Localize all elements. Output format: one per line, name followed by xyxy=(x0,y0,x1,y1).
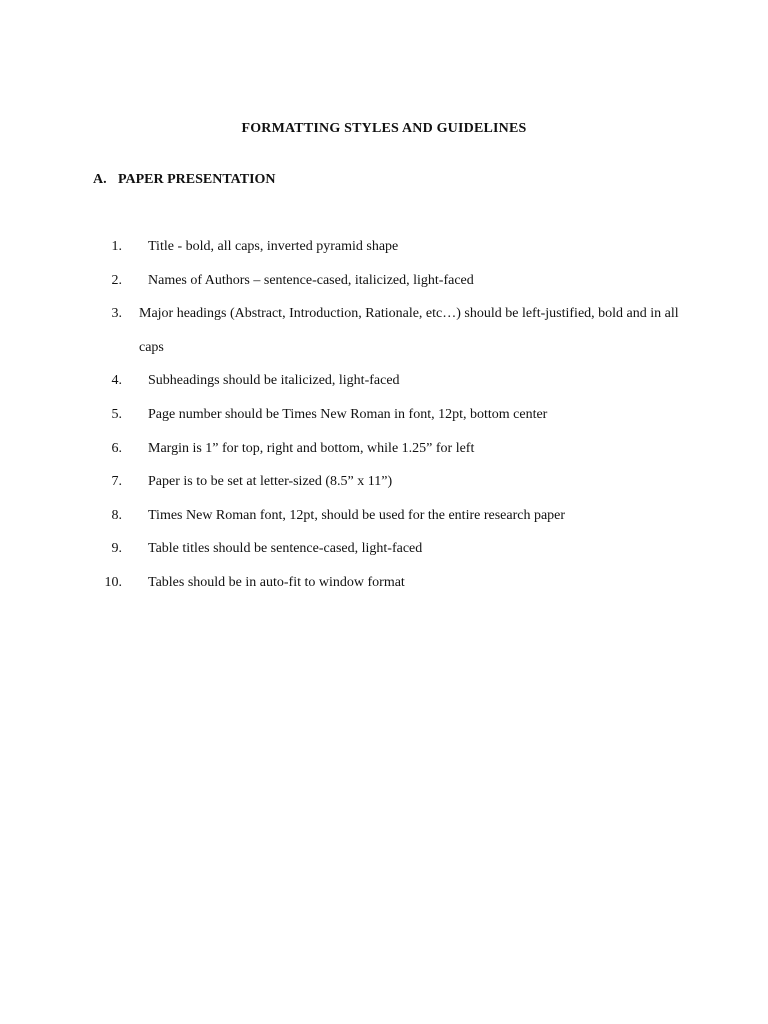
list-item-number: 3. xyxy=(111,306,122,322)
guidelines-list xyxy=(0,238,768,608)
list-item xyxy=(0,372,768,406)
list-item-text: Names of Authors – sentence-cased, italicized, light-faced xyxy=(148,272,474,288)
list-item xyxy=(0,473,768,507)
list-item-text: Title - bold, all caps, inverted pyramid shape xyxy=(148,239,399,254)
section-letter: A. xyxy=(93,172,107,187)
list-item-number: 4. xyxy=(111,373,122,389)
list-item-number: 1. xyxy=(111,239,122,254)
list-item-text: Times New Roman font, 12pt, should be used for the entire research paper xyxy=(148,507,566,523)
list-item-number: 5. xyxy=(111,406,122,422)
list-item-number: 2. xyxy=(111,272,122,288)
list-item-text: Paper is to be set at letter-sized (8.5” x 11”) xyxy=(148,474,393,490)
list-item-number: 7. xyxy=(111,474,122,490)
document-title: FORMATTING STYLES AND GUIDELINES xyxy=(241,121,527,136)
list-item xyxy=(0,440,768,474)
list-item-text: Table titles should be sentence-cased, light-faced xyxy=(148,541,423,557)
list-item xyxy=(0,305,768,372)
list-item xyxy=(0,238,768,272)
list-item-text: Tables should be in auto-fit to window format xyxy=(148,574,405,590)
list-item-number: 6. xyxy=(111,440,122,456)
list-item xyxy=(0,574,768,608)
list-item-number: 8. xyxy=(111,507,122,523)
list-item xyxy=(0,406,768,440)
list-item-number: 9. xyxy=(111,541,122,557)
list-item-text: Subheadings should be italicized, light-faced xyxy=(148,373,400,389)
section-heading-text: PAPER PRESENTATION xyxy=(118,172,276,187)
list-item-text: Margin is 1” for top, right and bottom, while 1.25” for left xyxy=(148,440,475,456)
list-item-number: 10. xyxy=(104,574,122,590)
list-item xyxy=(0,507,768,541)
list-item-text: Major headings (Abstract, Introduction, Rationale, etc…) should be left-justified, bold and in all caps xyxy=(139,306,679,355)
section-heading xyxy=(93,172,276,188)
list-item-text: Page number should be Times New Roman in font, 12pt, bottom center xyxy=(148,406,548,422)
list-item xyxy=(0,540,768,574)
